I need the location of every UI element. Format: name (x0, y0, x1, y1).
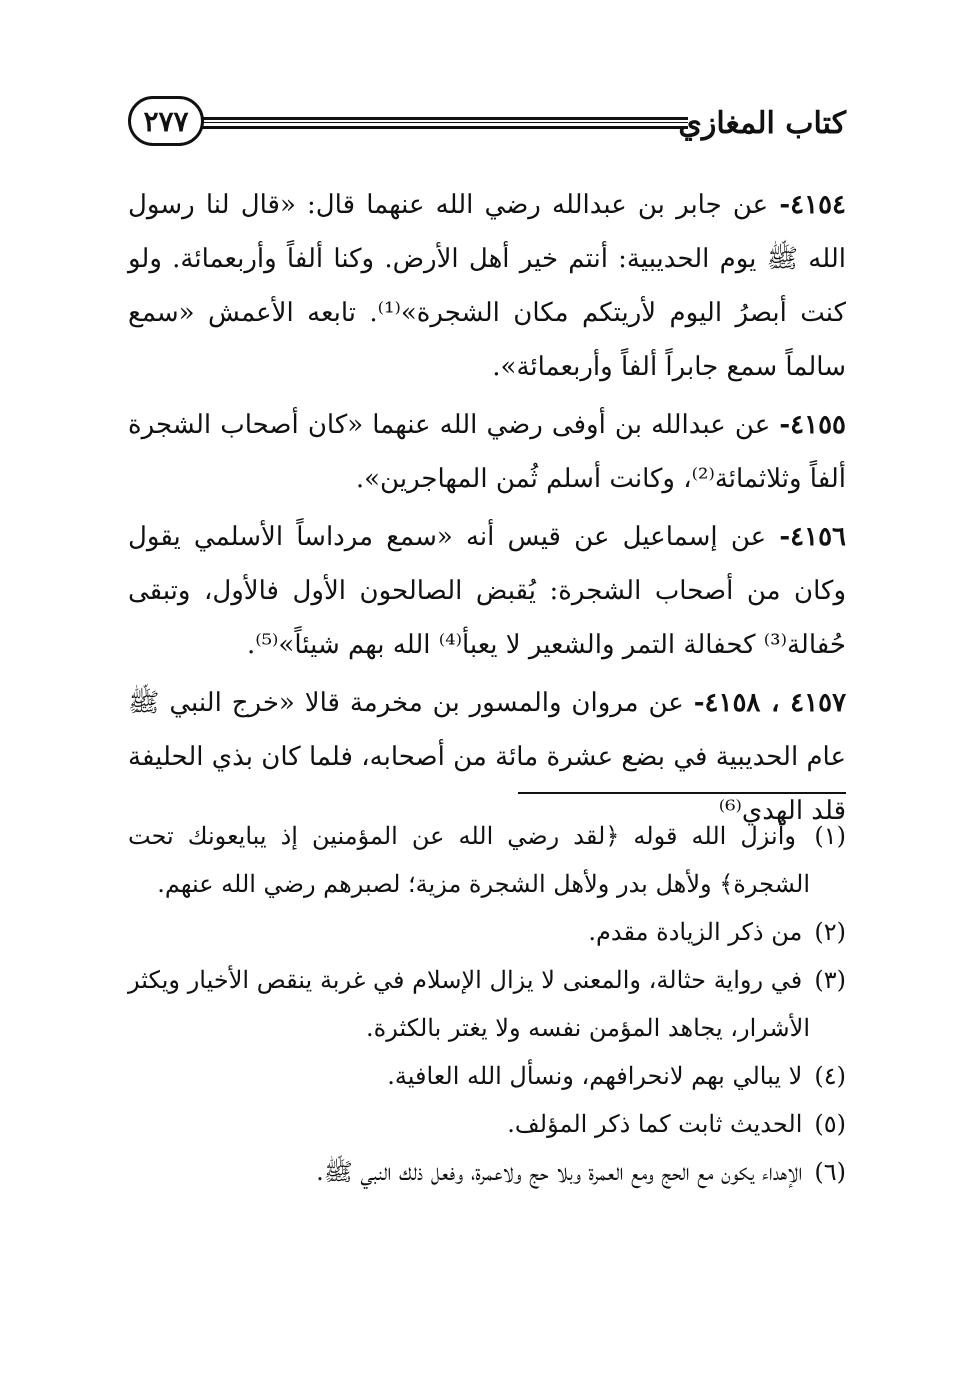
hadith-text: عن إسماعيل عن قيس أنه «سمع مرداساً الأسلمي يقول وكان من أصحاب الشجرة: يُقبض الصالحون الأول فالأول، وتبقى حُفالة⁽³⁾ كحفالة التمر والشعير لا يعبأ⁽⁴⁾ الله بهم شيئاً»⁽⁵⁾. (128, 522, 846, 660)
header-rule-middle (198, 122, 688, 123)
footnote-marker: (٤) (814, 1062, 846, 1090)
footnote-separator (518, 792, 846, 794)
running-title: كتاب المغازي (678, 106, 846, 141)
page-header (128, 96, 846, 158)
hadith-4154 (128, 178, 846, 394)
hadith-text: عن جابر بن عبدالله رضي الله عنهما قال: «قال لنا رسول الله ﷺ يوم الحديبية: أنتم خير أهل الأرض. وكنا ألفاً وأربعمائة. ولو كنت أبصرُ اليوم لأريتكم مكان الشجرة»⁽¹⁾. تابعه الأعمش «سمع سالماً سمع جابراً ألفاً وأربعمائة». (128, 190, 846, 382)
footnote-1 (128, 812, 846, 908)
hadith-text: عن عبدالله بن أوفى رضي الله عنهما «كان أصحاب الشجرة ألفاً وثلاثمائة⁽²⁾، وكانت أسلم ثُمن المهاجرين». (128, 410, 846, 494)
hadith-4155 (128, 398, 846, 506)
footnote-2 (128, 908, 846, 956)
footnote-marker: (٣) (814, 966, 846, 994)
footnote-text: من ذكر الزيادة مقدم. (588, 918, 803, 946)
footnote-marker: (١) (814, 822, 846, 850)
footnote-6 (128, 1148, 846, 1196)
hadith-number: ٤١٥٦- (779, 522, 847, 552)
footnote-marker: (٥) (814, 1110, 846, 1138)
hadith-text: عن مروان والمسور بن مخرمة قالا «خرج النبي ﷺ عام الحديبية في بضع عشرة مائة من أصحابه، فلما كان بذي الحليفة قلد الهدي⁽⁶⁾ (128, 688, 846, 826)
hadith-number: ٤١٥٧ ، ٤١٥٨- (693, 688, 847, 718)
hadith-number: ٤١٥٤- (779, 190, 846, 220)
header-rule (198, 117, 688, 129)
footnote-marker: (٦) (814, 1158, 846, 1186)
footnote-text: لا يبالي بهم لانحرافهم، ونسأل الله العافية. (387, 1062, 803, 1090)
footnote-3 (128, 956, 846, 1052)
footnote-4 (128, 1052, 846, 1100)
footnote-text: الإهداء يكون مع الحج ومع العمرة وبلا حج ولاعمرة، وفعل ذلك النبي ﷺ. (316, 1158, 803, 1186)
footnote-marker: (٢) (814, 918, 846, 946)
hadith-number: ٤١٥٥- (779, 410, 847, 440)
footnote-text: الحديث ثابت كما ذكر المؤلف. (507, 1110, 803, 1138)
page-number: ٢٧٧ (128, 96, 204, 146)
footnotes (128, 812, 846, 1196)
footnote-text: في رواية حثالة، والمعنى لا يزال الإسلام في غربة ينقص الأخيار ويكثر الأشرار، يجاهد المؤمن نفسه ولا يغتر بالكثرة. (128, 966, 810, 1042)
hadith-4156 (128, 510, 846, 672)
footnote-text: وأنزل الله قوله ﴿لقد رضي الله عن المؤمنين إذ يبايعونك تحت الشجرة﴾ ولأهل بدر ولأهل الشجرة مزية؛ لصبرهم رضي الله عنهم. (128, 822, 810, 898)
footnote-5 (128, 1100, 846, 1148)
main-text (128, 178, 846, 842)
